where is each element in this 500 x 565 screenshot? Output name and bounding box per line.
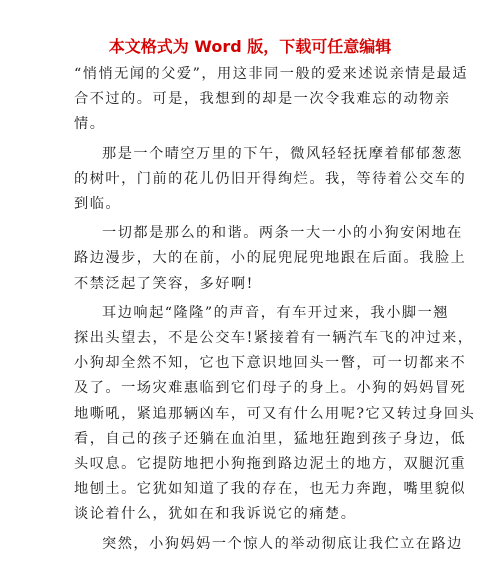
text-line: 突然，小狗妈妈一个惊人的举动彻底让我伫立在路边 bbox=[102, 535, 463, 552]
text-line: 地嘶吼，紧追那辆凶车，可又有什么用呢?它又转过身回头 bbox=[74, 405, 476, 422]
text-line: 不禁泛起了笑容，多好啊! bbox=[74, 275, 254, 292]
text-line: 到临。 bbox=[74, 196, 122, 213]
document-body bbox=[74, 62, 476, 561]
text-line: 情。 bbox=[74, 116, 106, 133]
text-line: 路边漫步，大的在前，小的屁兜屁兜地跟在后面。我脸上 bbox=[74, 250, 467, 267]
text-line: 耳边响起“隆隆”的声音，有车开过来，我小脚一翘 bbox=[102, 304, 449, 321]
paragraph-5 bbox=[74, 532, 463, 557]
text-line: “悄悄无闻的父爱”，用这非同一般的爱来述说亲情是最适 bbox=[74, 66, 469, 82]
paragraph-2 bbox=[74, 142, 467, 218]
text-line: 地刨土。它犹如知道了我的存在，也无力奔跑，嘴里貌似 bbox=[74, 481, 467, 498]
document-header-title: 本文格式为 Word 版，下载可任意编辑 bbox=[108, 37, 392, 56]
text-line: 小狗却全然不知，它也下意识地回头一瞥，可一切都来不 bbox=[74, 355, 467, 372]
text-line: 的树叶，门前的花儿仍旧开得绚烂。我，等待着公交车的 bbox=[74, 170, 467, 187]
text-line: 头叹息。它提防地把小狗拖到路边泥土的地方，双腿沉重 bbox=[74, 456, 467, 473]
paragraph-1 bbox=[74, 62, 469, 138]
text-line: 合不过的。可是，我想到的却是一次令我难忘的动物亲 bbox=[74, 91, 451, 108]
paragraph-3 bbox=[74, 221, 467, 297]
text-line: 看，自己的孩子还躺在血泊里，猛地狂跑到孩子身边，低 bbox=[74, 430, 467, 447]
text-line: 及了。一场灾难惠临到它们母子的身上。小狗的妈妈冒死 bbox=[74, 380, 467, 397]
paragraph-4 bbox=[74, 301, 476, 528]
text-line: 一切都是那么的和谐。两条一大一小的小狗安闲地在 bbox=[102, 225, 463, 242]
text-line: 那是一个晴空万里的下午，微风轻轻抚摩着郁郁葱葱 bbox=[102, 145, 463, 162]
text-line: 谈论着什么，犹如在和我诉说它的痛楚。 bbox=[74, 506, 357, 523]
text-line: 探出头望去，不是公交车!紧接着有一辆汽车飞的冲过来， bbox=[74, 330, 474, 347]
